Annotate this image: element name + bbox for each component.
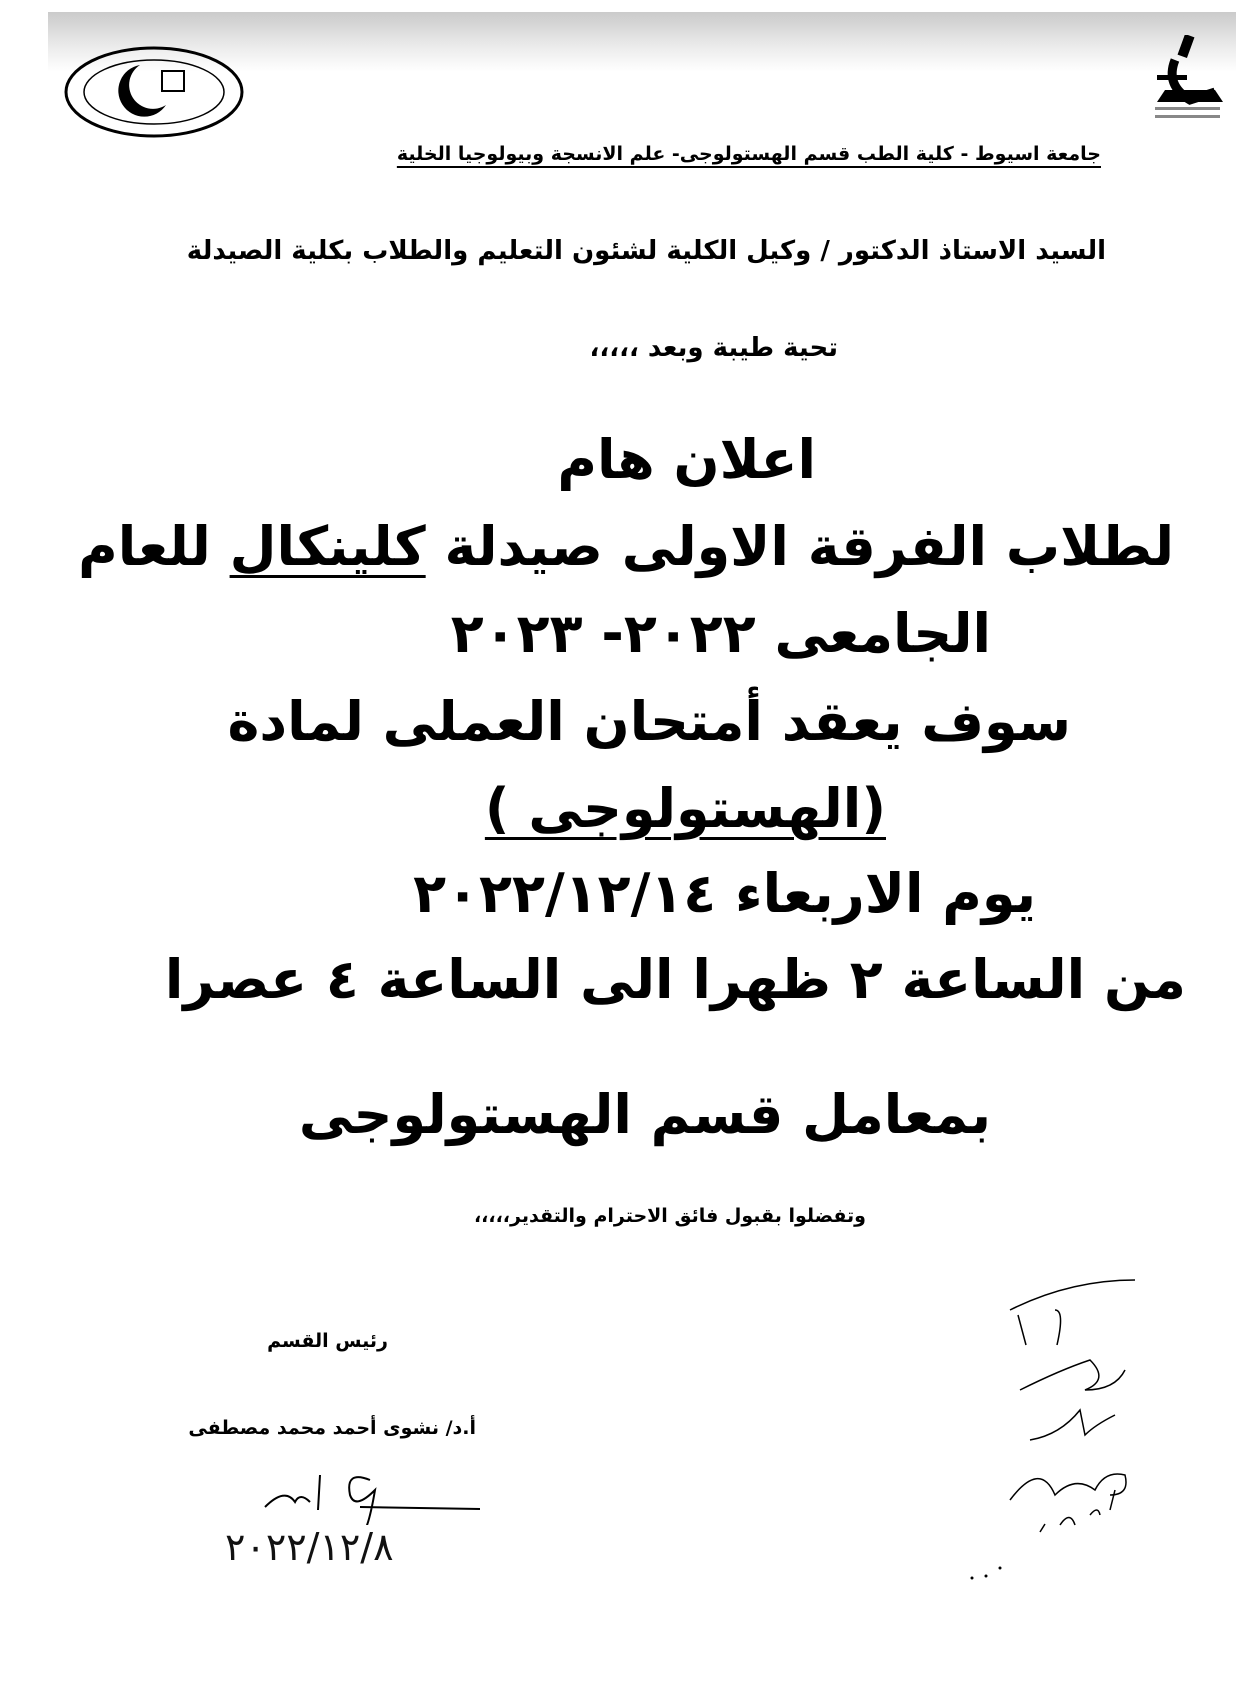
line1-pre: لطلاب الفرقة الاولى صيدلة	[425, 515, 1174, 578]
signatory-name: أ.د/ نشوى أحمد محمد مصطفى	[188, 1417, 476, 1439]
announcement-line-2: الجامعى ٢٠٢٢- ٢٠٢٣	[450, 602, 991, 665]
announcement-line-7: بمعامل قسم الهستولوجى	[298, 1083, 991, 1146]
announcement-line-6: من الساعة ٢ ظهرا الى الساعة ٤ عصرا	[164, 948, 1186, 1011]
announcement-line-1	[78, 515, 1174, 578]
faculty-of-medicine-logo	[62, 45, 247, 140]
announcement-title: اعلان هام	[557, 428, 816, 491]
histology-department-logo	[1145, 35, 1225, 130]
announcement-line-4: (الهستولوجى )	[484, 777, 886, 840]
handwritten-signature	[260, 1465, 490, 1525]
addressee-line: السيد الاستاذ الدكتور / وكيل الكلية لشئون التعليم والطلاب بكلية الصيدلة	[186, 236, 1106, 266]
institution-header: جامعة اسيوط - كلية الطب قسم الهستولوجى- علم الانسجة وبيولوجيا الخلية	[396, 143, 1101, 165]
handwritten-date: ٢٠٢٢/١٢/٨	[225, 1525, 394, 1569]
closing-line: وتفضلوا بقبول فائق الاحترام والتقدير،،،،،	[473, 1205, 866, 1227]
announcement-line-3: سوف يعقد أمتحان العملى لمادة	[227, 690, 1071, 753]
handwritten-annotation	[960, 1270, 1200, 1590]
announcement-line-5: يوم الاربعاء ٢٠٢٢/١٢/١٤	[413, 862, 1036, 925]
line1-post: للعام	[78, 515, 230, 578]
greeting-line: تحية طيبة وبعد ،،،،،	[589, 333, 838, 363]
line1-underlined: كلينكال	[229, 515, 426, 578]
signatory-title: رئيس القسم	[267, 1330, 388, 1352]
